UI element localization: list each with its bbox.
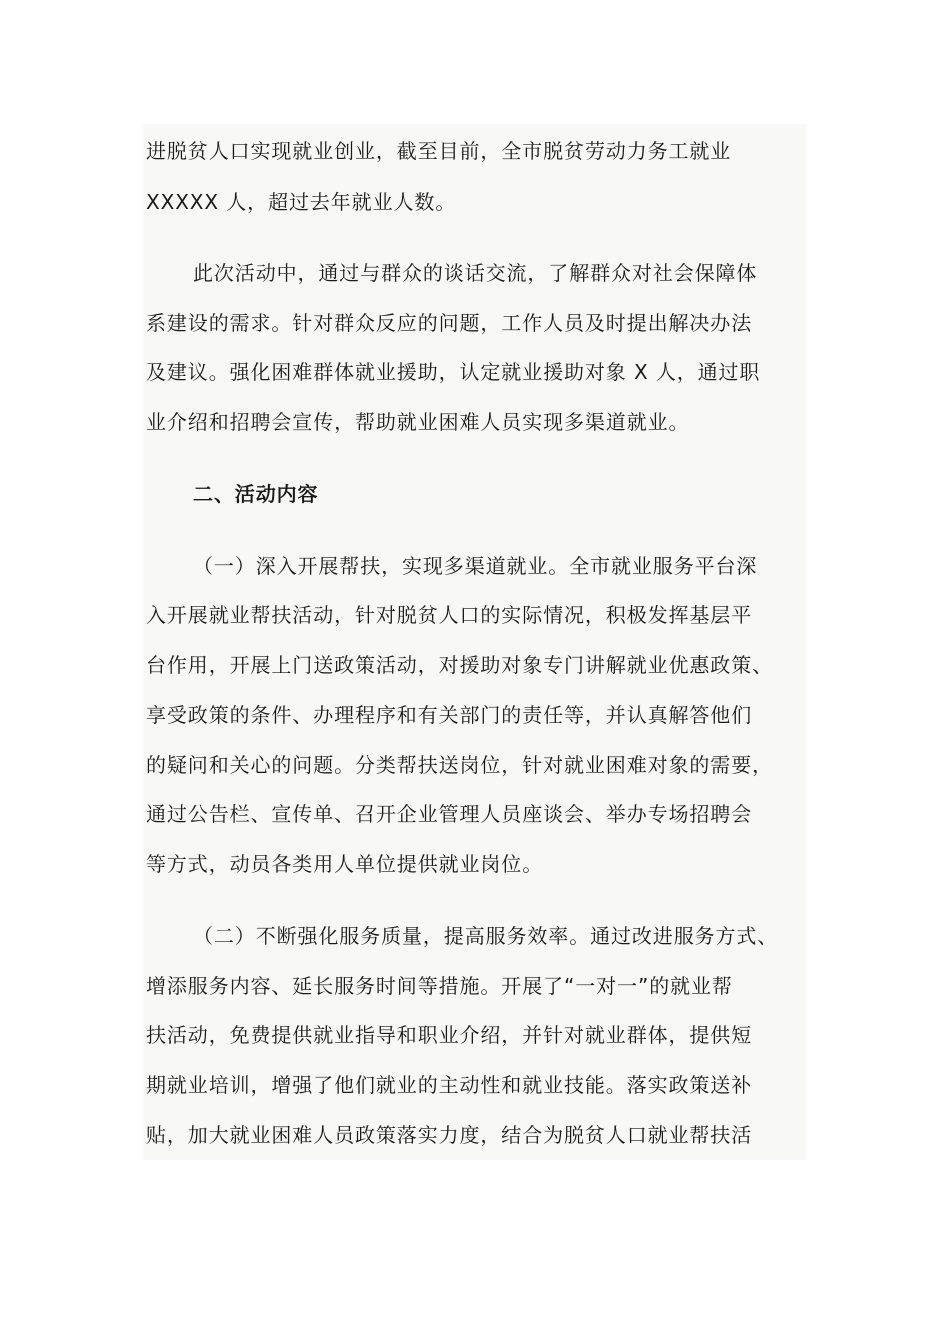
paragraph-line: 入开展就业帮扶活动，针对脱贫人口的实际情况，积极发挥基层平 xyxy=(146,603,753,627)
paragraph-line: 通过公告栏、宣传单、召开企业管理人员座谈会、举办专场招聘会 xyxy=(146,802,753,826)
paragraph-line: 系建设的需求。针对群众反应的问题，工作人员及时提出解决办法 xyxy=(146,311,753,335)
paragraph-line: 的疑问和关心的问题。分类帮扶送岗位，针对就业困难对象的需要， xyxy=(146,753,773,777)
paragraph-line: XXXXX 人，超过去年就业人数。 xyxy=(146,190,457,214)
paragraph-line: 增添服务内容、延长服务时间等措施。开展了“一对一”的就业帮 xyxy=(146,974,733,998)
paragraph-line: 及建议。强化困难群体就业援助，认定就业援助对象 X 人，通过职 xyxy=(146,360,761,384)
paragraph-line: （一）深入开展帮扶，实现多渠道就业。全市就业服务平台深 xyxy=(193,554,758,578)
paragraph-line: 此次活动中，通过与群众的谈话交流，了解群众对社会保障体 xyxy=(193,261,758,285)
paragraph-line: 扶活动，免费提供就业指导和职业介绍，并针对就业群体，提供短 xyxy=(146,1023,753,1047)
paragraph-line: 期就业培训，增强了他们就业的主动性和就业技能。落实政策送补 xyxy=(146,1073,753,1097)
section-heading: 二、活动内容 xyxy=(193,482,319,506)
paragraph-line: 台作用，开展上门送政策活动，对援助对象专门讲解就业优惠政策、 xyxy=(146,653,773,677)
paragraph-line: 贴，加大就业困难人员政策落实力度，结合为脱贫人口就业帮扶活 xyxy=(146,1123,753,1147)
paragraph-line: 进脱贫人口实现就业创业，截至目前，全市脱贫劳动力务工就业 xyxy=(146,139,732,163)
paragraph-line: 业介绍和招聘会宣传，帮助就业困难人员实现多渠道就业。 xyxy=(146,410,690,434)
paragraph-line: （二）不断强化服务质量，提高服务效率。通过改进服务方式、 xyxy=(193,924,779,948)
paragraph-line: 等方式，动员各类用人单位提供就业岗位。 xyxy=(146,852,544,876)
paragraph-line: 享受政策的条件、办理程序和有关部门的责任等，并认真解答他们 xyxy=(146,703,753,727)
